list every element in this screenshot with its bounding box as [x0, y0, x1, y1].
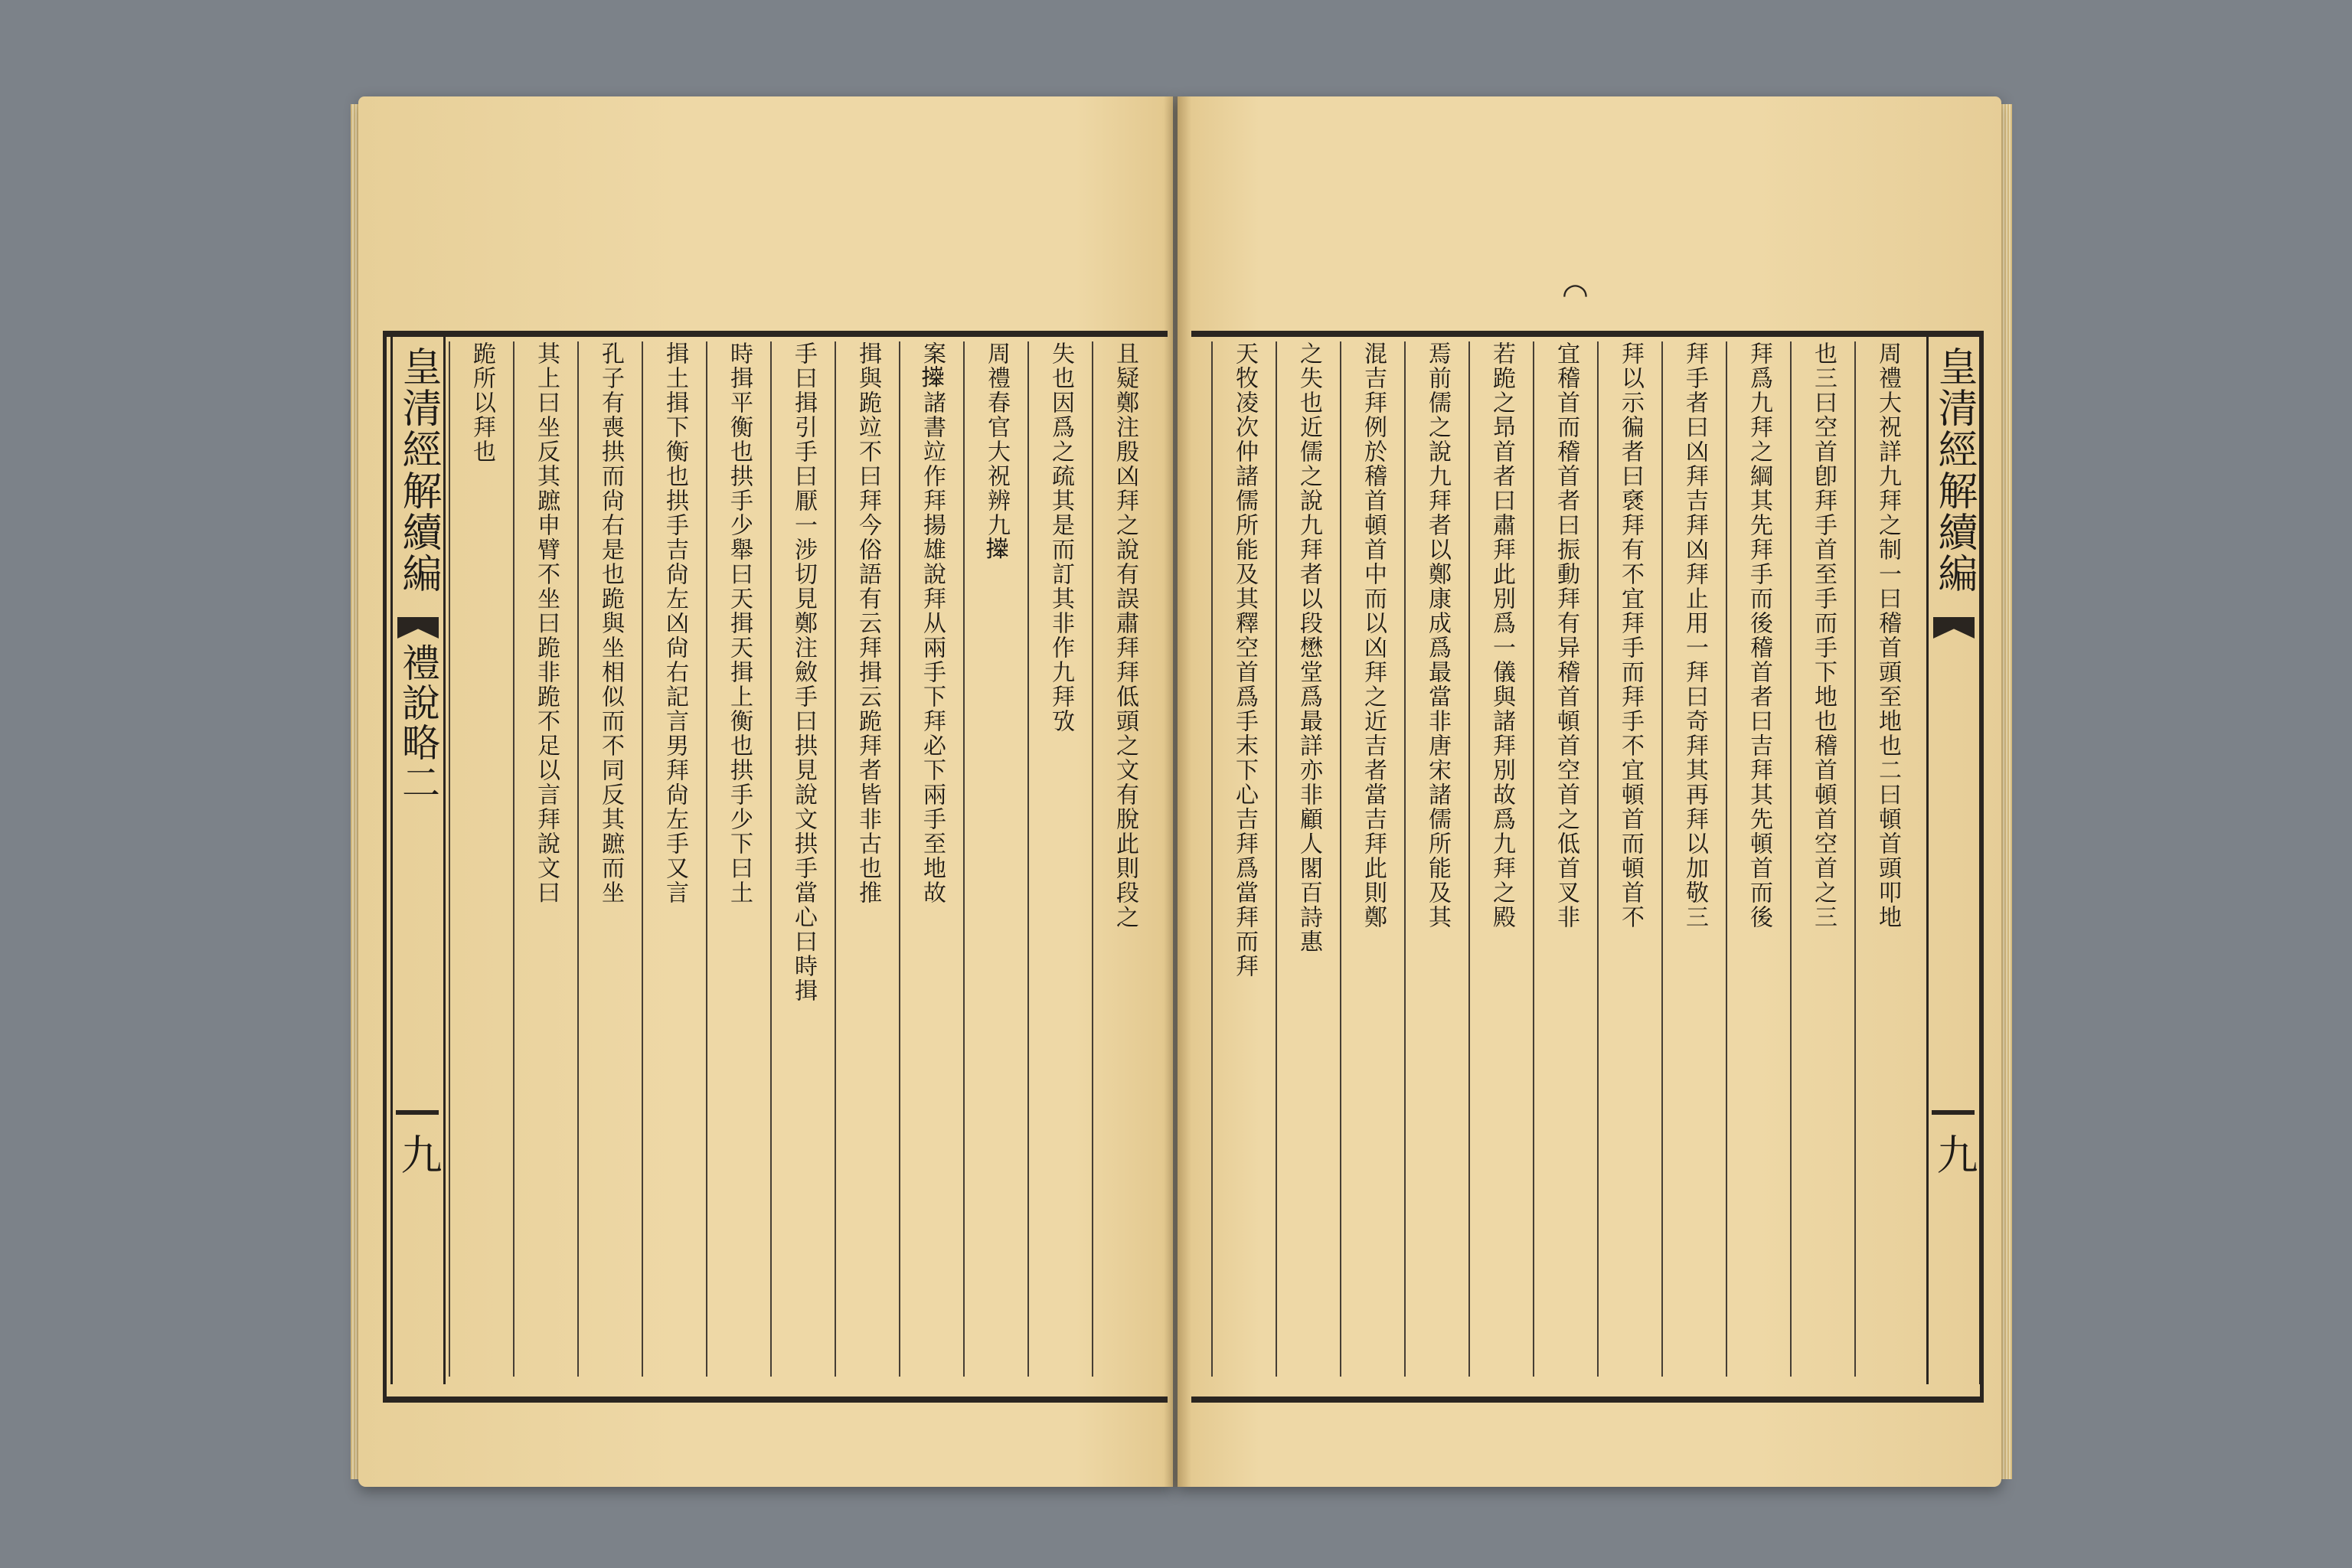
text-column: 跪所以拜也 — [449, 341, 513, 1377]
text-column: 之失也近儒之說九拜者以段懋堂爲最詳亦非顧人閣百詩惠 — [1276, 341, 1340, 1377]
text-column: 拜手者曰凶拜吉拜凶拜止用一拜曰奇拜其再拜以加敬三 — [1661, 341, 1726, 1377]
text-column: 混吉拜例於稽首頓首中而以凶拜之近吉者當吉拜此則鄭 — [1340, 341, 1404, 1377]
right-banxin-title: 皇清經解續編 — [1931, 346, 1977, 594]
text-column: 也三曰空首卽拜手首至手而手下地也稽首頓首空首之三 — [1790, 341, 1854, 1377]
left-banxin-divider — [396, 1110, 439, 1115]
left-banxin — [390, 337, 446, 1384]
text-column: 且疑鄭注殷凶拜之說有誤肅拜拜低頭之文有脫此則段之 — [1092, 341, 1156, 1377]
text-column: 拜以示徧者曰褎拜有不宜拜手而拜手不宜頓首而頓首不 — [1597, 341, 1661, 1377]
left-text-columns — [444, 341, 1156, 1377]
fish-tail-mark-icon — [397, 617, 439, 639]
text-column: 若跪之昻首者曰肅拜此別爲一儀與諸拜別故爲九拜之殿 — [1468, 341, 1533, 1377]
right-banxin-divider — [1932, 1110, 1975, 1115]
left-banxin-page-number: 九 — [394, 1133, 443, 1174]
text-column: 天牧凌次仲諸儒所能及其釋空首爲手末下心吉拜爲當拜而拜 — [1211, 341, 1276, 1377]
text-column: 拜爲九拜之綱其先拜手而後稽首者曰吉拜其先頓首而後 — [1726, 341, 1790, 1377]
fish-tail-mark-icon — [1933, 617, 1975, 639]
right-banxin-page-number: 九 — [1930, 1133, 1978, 1174]
ink-smudge-mark: ◠ — [1562, 277, 1589, 312]
text-column: 焉前儒之說九拜者以鄭康成爲最當非唐宋諸儒所能及其 — [1404, 341, 1468, 1377]
left-banxin-title: 皇清經解續編 — [395, 346, 441, 594]
book-gutter — [1164, 96, 1191, 1487]
text-column: 孔子有喪拱而尙右是也跪與坐相似而不同反其蹠而坐 — [577, 341, 642, 1377]
text-column: 時揖平衡也拱手少舉曰天揖天揖上衡也拱手少下曰土 — [706, 341, 770, 1377]
text-column: 失也因爲之疏其是而訂其非作九拜攷 — [1027, 341, 1092, 1377]
text-column: 案𢷎諸書竝作拜揚雄說拜从兩手下拜必下兩手至地故 — [899, 341, 963, 1377]
left-banxin-volume: 禮說略二 — [396, 643, 440, 802]
text-column: 宜稽首而稽首者曰振動拜有异稽首頓首空首之低首叉非 — [1533, 341, 1597, 1377]
text-column: 其上曰坐反其蹠申臂不坐曰跪非跪不足以言拜說文曰 — [513, 341, 577, 1377]
text-column: 周禮春官大祝辨九𢷎 — [963, 341, 1027, 1377]
text-column: 揖土揖下衡也拱手吉尙左凶尙右記言男拜尙左手又言 — [642, 341, 706, 1377]
right-text-columns — [1199, 341, 1919, 1377]
text-column: 周禮大祝詳九拜之制一曰稽首頭至地也二曰頓首頭叩地 — [1854, 341, 1919, 1377]
right-banxin — [1926, 337, 1981, 1384]
text-column: 手曰揖引手曰厭一涉切見鄭注斂手曰拱見說文拱手當心曰時揖 — [770, 341, 835, 1377]
text-column: 揖與跪竝不曰拜今俗語有云拜揖云跪拜者皆非古也推 — [835, 341, 899, 1377]
